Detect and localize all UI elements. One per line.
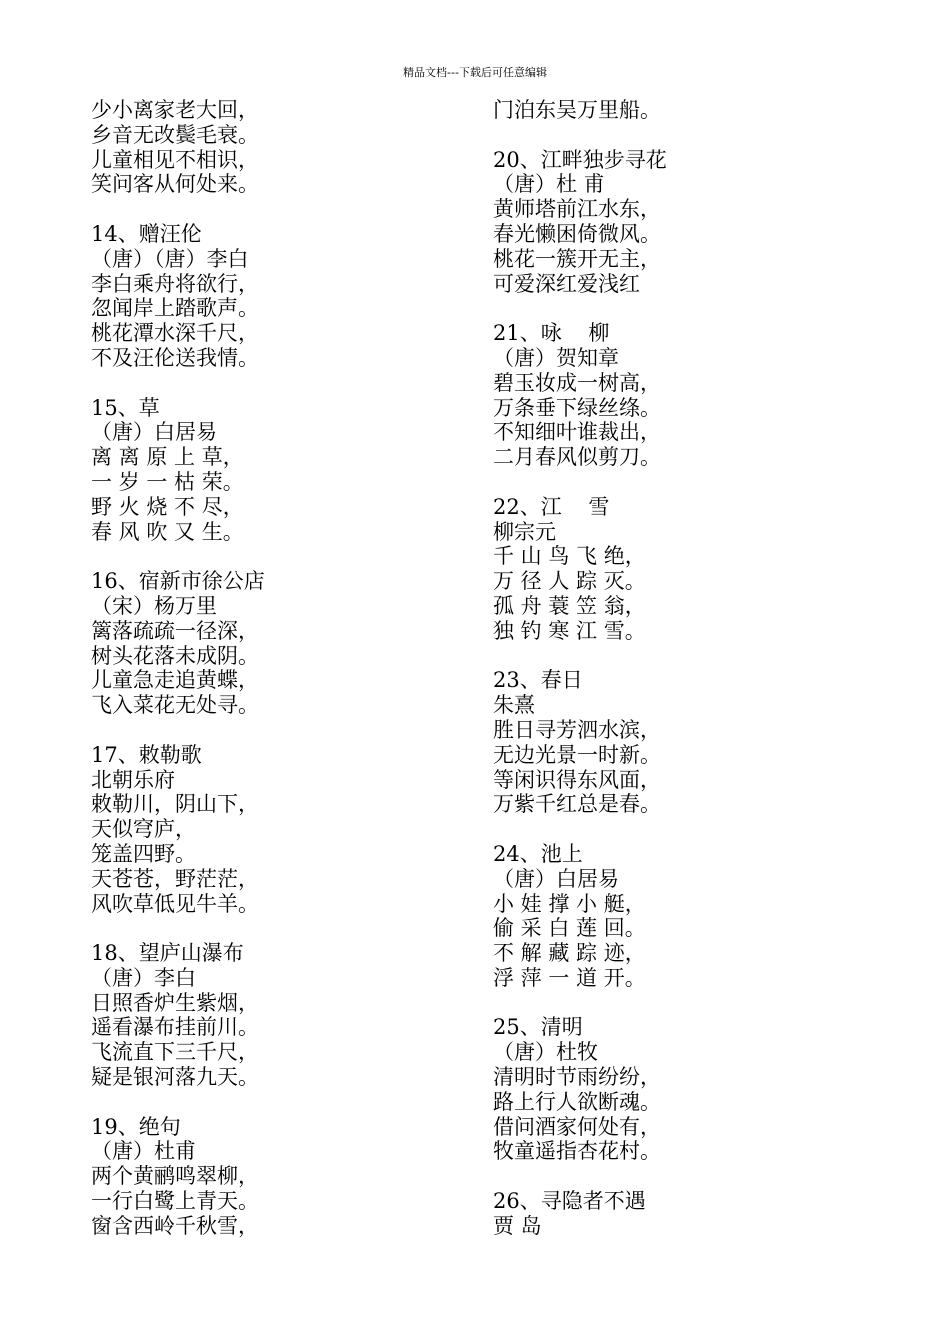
text-line: 碧玉妆成一树高，: [493, 370, 661, 395]
text-line: 黄师塔前江水东，: [493, 197, 661, 222]
text-line: （唐）杜甫: [91, 1139, 196, 1164]
text-line: 少小离家老大回，: [91, 98, 259, 122]
text-line: 牧童遥指杏花村。: [493, 1139, 661, 1164]
text-line: 乡音无改鬓毛衰。: [91, 122, 259, 147]
text-line: 桃花一簇开无主，: [493, 246, 661, 271]
text-line: 清明时节雨纷纷，: [493, 1065, 661, 1090]
text-line: 胜日寻芳泗水滨，: [493, 717, 661, 742]
text-line: 北朝乐府: [91, 767, 175, 792]
text-line: 万条垂下绿丝绦。: [493, 395, 661, 420]
blank-line: [493, 296, 893, 321]
text-line: （唐）白居易: [91, 420, 217, 445]
text-line: 14、赠汪伦: [91, 221, 202, 246]
text-line: 飞入菜花无处寻。: [91, 693, 259, 718]
text-line: 儿童急走追黄蝶，: [91, 668, 259, 693]
text-line: 天苍苍，野茫茫，: [91, 866, 259, 891]
text-line: 16、宿新市徐公店: [91, 569, 265, 594]
text-line: 柳宗元: [493, 519, 556, 544]
text-line: 路上行人欲断魂。: [493, 1089, 661, 1114]
text-line: 偷 采 白 莲 回。: [493, 916, 646, 941]
blank-line: [493, 470, 893, 495]
blank-line: [91, 371, 491, 396]
text-line: 独 钓 寒 江 雪。: [493, 618, 646, 643]
text-line: 遥看瀑布挂前川。: [91, 1015, 259, 1040]
blank-line: [493, 991, 893, 1016]
text-line: （唐）杜 甫: [493, 172, 605, 197]
blank-line: [91, 197, 491, 222]
text-line: 两个黄鹂鸣翠柳，: [91, 1164, 259, 1189]
text-line: 笑问客从何处来。: [91, 172, 259, 197]
text-line: 23、春日: [493, 668, 583, 693]
text-line: 22、江 雪: [493, 494, 610, 519]
blank-line: [493, 644, 893, 669]
text-line: 李白乘舟将欲行，: [91, 271, 259, 296]
text-line: 21、咏 柳: [493, 321, 610, 346]
text-line: 疑是银河落九天。: [91, 1065, 259, 1090]
text-line: 26、寻隐者不遇: [493, 1189, 646, 1214]
text-line: 离 离 原 上 草，: [91, 445, 244, 470]
text-line: 二月春风似剪刀。: [493, 445, 661, 470]
text-line: 笼盖四野。: [91, 841, 196, 866]
text-line: 不知细叶谁裁出，: [493, 420, 661, 445]
page-header: 精品文档---下载后可任意编辑: [403, 66, 547, 79]
text-line: 15、草: [91, 395, 160, 420]
blank-line: [91, 916, 491, 941]
text-line: 窗含西岭千秋雪，: [91, 1213, 259, 1238]
text-line: 朱熹: [493, 693, 535, 718]
text-line: 不 解 藏 踪 迹，: [493, 941, 646, 966]
blank-line: [493, 817, 893, 842]
text-line: 篱落疏疏一径深，: [91, 618, 259, 643]
blank-line: [91, 718, 491, 743]
text-line: 风吹草低见牛羊。: [91, 891, 259, 916]
text-line: 20、江畔独步寻花: [493, 147, 667, 172]
text-line: 门泊东吴万里船。: [493, 98, 661, 122]
text-line: 万紫千红总是春。: [493, 792, 661, 817]
text-line: 贾 岛: [493, 1213, 542, 1238]
text-line: 19、绝句: [91, 1114, 181, 1139]
text-line: 千 山 鸟 飞 绝，: [493, 544, 646, 569]
blank-line: [91, 1090, 491, 1115]
text-line: 可爱深红爱浅红: [493, 271, 640, 296]
text-line: 等闲识得东风面，: [493, 767, 661, 792]
blank-line: [493, 123, 893, 148]
right-column: [493, 98, 893, 1239]
text-line: 敕勒川，阴山下，: [91, 792, 259, 817]
text-line: 不及汪伦送我情。: [91, 345, 259, 370]
text-line: （唐）白居易: [493, 866, 619, 891]
text-line: 树头花落未成阴。: [91, 643, 259, 668]
text-line: 一行白鹭上青天。: [91, 1189, 259, 1214]
text-line: 野 火 烧 不 尽，: [91, 494, 244, 519]
text-line: 孤 舟 蓑 笠 翁，: [493, 593, 646, 618]
text-line: （唐）（唐）李白: [91, 246, 249, 271]
text-line: 春 风 吹 又 生。: [91, 519, 244, 544]
text-line: （唐）贺知章: [493, 345, 619, 370]
text-line: 忽闻岸上踏歌声。: [91, 296, 259, 321]
text-line: 小 娃 撑 小 艇，: [493, 891, 646, 916]
text-line: 飞流直下三千尺，: [91, 1040, 259, 1065]
text-line: 25、清明: [493, 1015, 583, 1040]
text-line: 借问酒家何处有，: [493, 1114, 661, 1139]
text-line: 无边光景一时新。: [493, 742, 661, 767]
text-line: （宋）杨万里: [91, 593, 217, 618]
text-line: 万 径 人 踪 灭。: [493, 569, 646, 594]
text-line: 18、望庐山瀑布: [91, 941, 244, 966]
text-line: 浮 萍 一 道 开。: [493, 965, 646, 990]
text-line: 儿童相见不相识，: [91, 147, 259, 172]
text-line: 24、池上: [493, 841, 583, 866]
text-line: 天似穹庐，: [91, 817, 196, 842]
text-line: 日照香炉生紫烟，: [91, 990, 259, 1015]
text-line: 桃花潭水深千尺，: [91, 321, 259, 346]
text-line: 一 岁 一 枯 荣。: [91, 469, 244, 494]
text-line: （唐）李白: [91, 965, 196, 990]
blank-line: [91, 544, 491, 569]
text-line: 春光懒困倚微风。: [493, 221, 661, 246]
text-line: （唐）杜牧: [493, 1040, 598, 1065]
text-line: 17、敕勒歌: [91, 742, 202, 767]
blank-line: [493, 1164, 893, 1189]
left-column: [91, 98, 491, 1239]
